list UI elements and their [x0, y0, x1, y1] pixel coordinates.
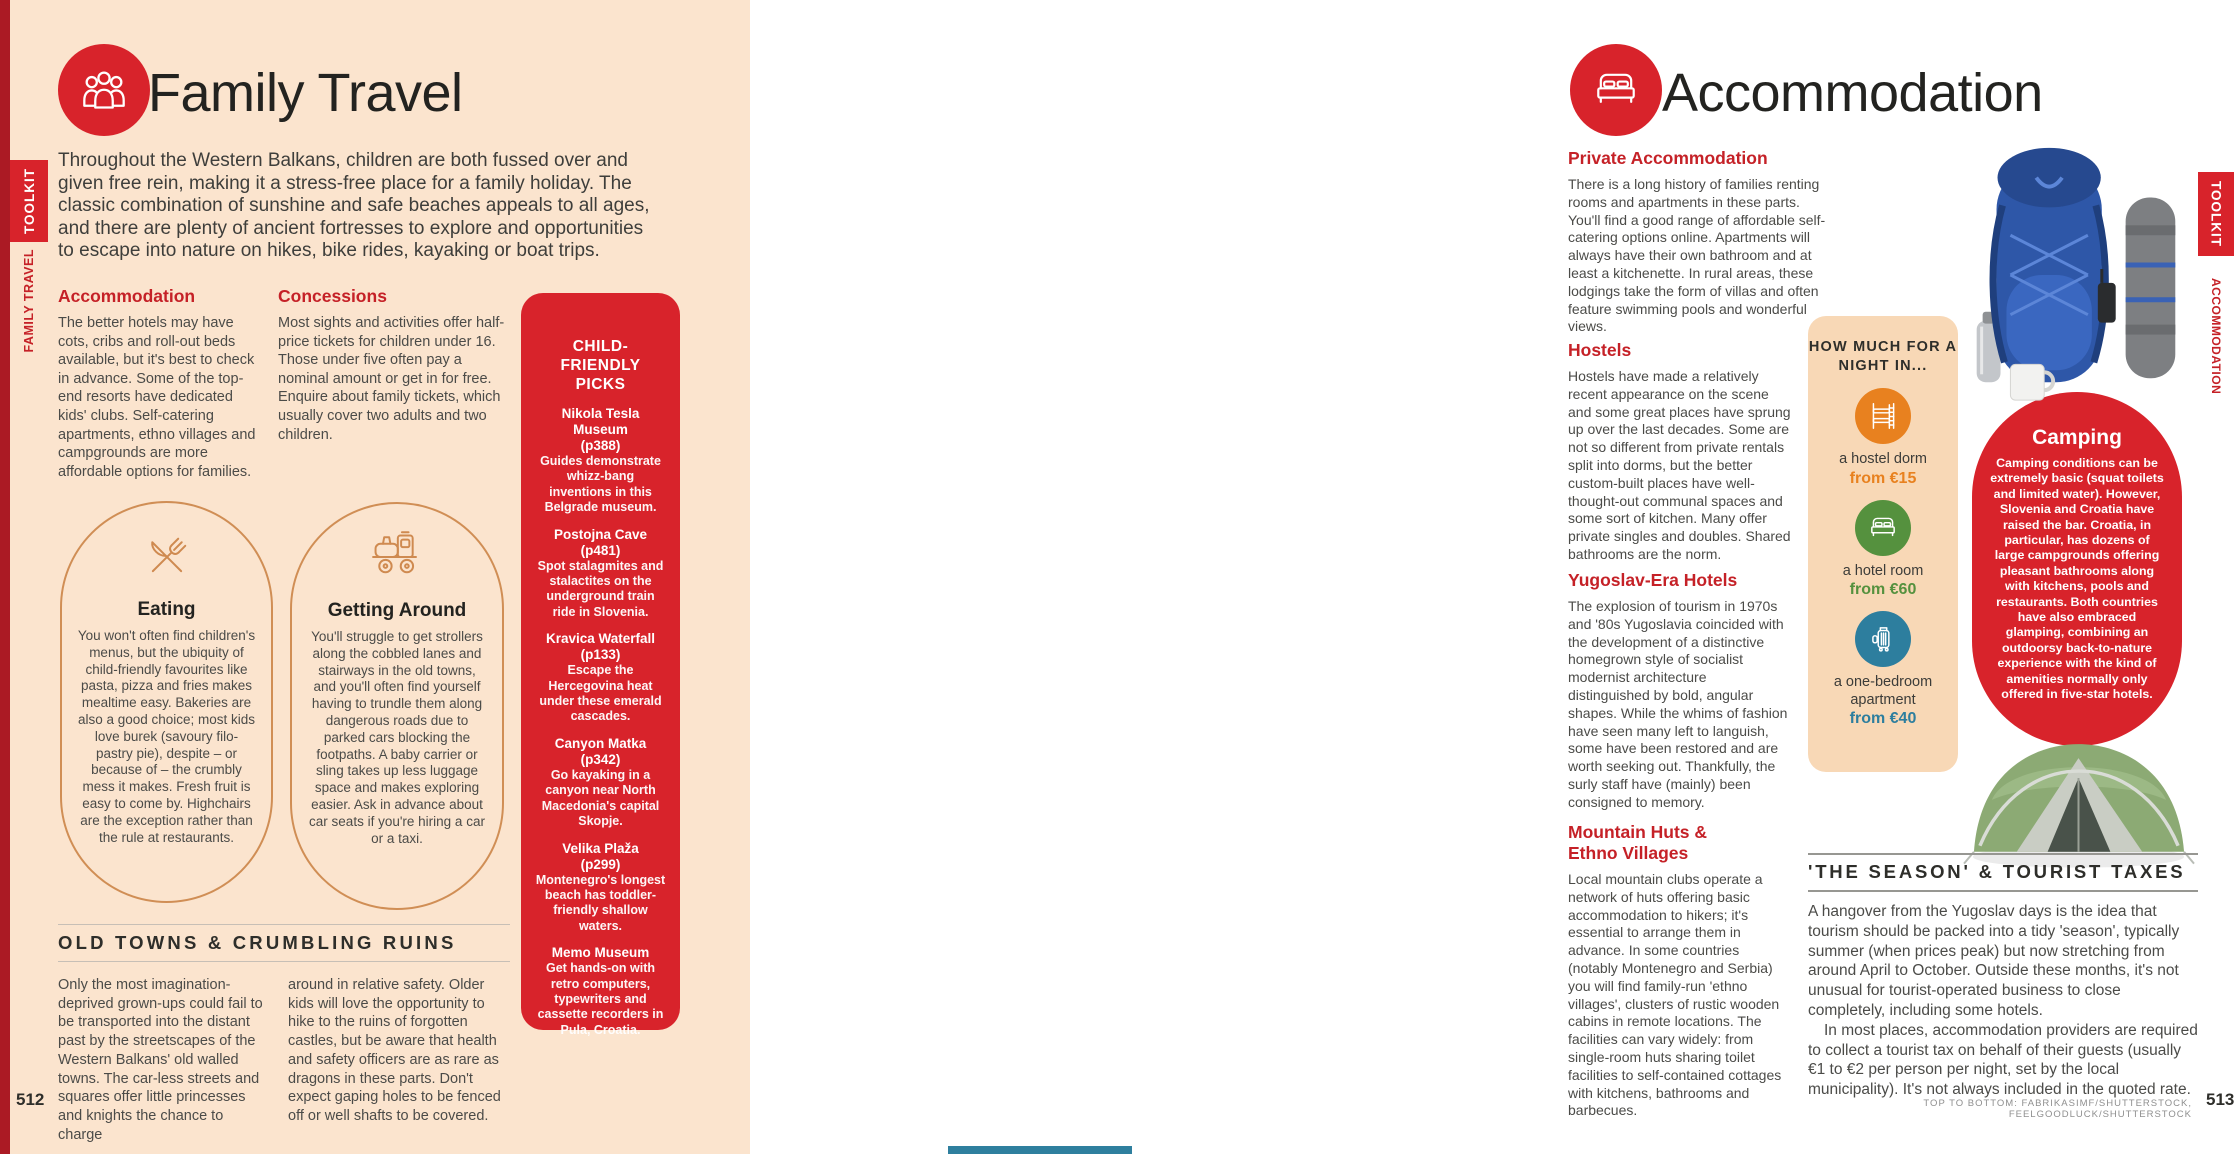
pick-item: [534, 736, 667, 830]
bottom-edge-strip: [948, 1146, 1132, 1154]
private-accommodation-heading: Private Accommodation: [1568, 148, 1768, 168]
backpack-photo: [1948, 126, 2198, 414]
pick-name: Kravica Waterfall: [545, 631, 656, 647]
price-value: from €40: [1849, 710, 1917, 727]
concessions-heading: Concessions: [278, 286, 387, 306]
price-value: from €60: [1849, 581, 1917, 598]
divider: [58, 924, 510, 925]
page-title-family-travel: Family Travel: [148, 63, 463, 123]
pick-page-ref: (p133): [580, 647, 621, 663]
mountain-huts-section: [1568, 822, 1792, 1120]
concessions-column: [278, 286, 512, 444]
price-label: a hostel dorm: [1839, 451, 1927, 467]
toolkit-tab-left-label: TOOLKIT: [21, 168, 37, 234]
page-family-travel: [0, 0, 750, 1154]
pick-page-ref: (p481): [580, 542, 621, 558]
fork-knife-icon: [62, 527, 271, 587]
toy-train-icon: [292, 528, 502, 588]
pick-item: [534, 406, 667, 516]
pick-item: [534, 631, 667, 725]
picks-title: CHILD-FRIENDLY PICKS: [560, 338, 641, 393]
private-accommodation-section: [1568, 148, 1836, 336]
spine-strip: [0, 0, 10, 1154]
camping-body: Camping conditions can be extremely basic (squat toilets and limited water). However, Slovenia and Croatia have raised the bar. Croatia, in particular, has dozens of large campgrounds offering pleasant bathrooms along with kitchens, pools and restaurants. Both countries have also embraced glamping, combining an outdoorsy back-to-nature experience with the kind of amenities normally only offered in five-star hotels.: [1990, 456, 2164, 702]
season-paragraph-2: In most places, accommodation providers are required to collect a tourist tax on behalf of their guests (usually €1 to €2 per person per night, set by the local municipality). It's not always included in the quoted rate.: [1808, 1021, 2198, 1099]
old-towns-col2: around in relative safety. Older kids will love the opportunity to hike to the ruins of forgotten castles, but be aware that health and safety officers are as rare as dragons in these parts. Don't expect gaping holes to be fenced off or well shafts to be covered.: [288, 977, 501, 1124]
season-paragraph-1: A hangover from the Yugoslav days is the idea that tourism should be packed into a tidy 'season', typically summer (when prices peak) but now stretching from around April to October. Outside these months, it's not unusual for tourist-operated business to close completely, including some hotels.: [1808, 903, 2180, 1019]
getting-around-body: You'll struggle to get strollers along the cobbled lanes and stairways in the old towns, and you'll often find yourself having to trundle them along dangerous roads due to parked cars blocking the footpaths. A baby carrier or sling takes up less luggage space and makes exploring easier. Ask in advance about car seats if you're hiring a car or a taxi.: [309, 629, 485, 846]
eating-body: You won't often find children's menus, but the ubiquity of child-friendly favourites like pasta, pizza and fries makes mealtime easy. Bakeries are also a good choice; most kids love burek (savoury filo-pastry pie), despite – or because of – the crumbly mess it makes. Fresh fruit is easy to come by. Highchairs are the exception rather than the rule at restaurants.: [77, 628, 256, 845]
pick-desc: Guides demonstrate whizz-bang inventions in this Belgrade museum.: [540, 454, 661, 515]
tent-photo: [1962, 694, 2196, 876]
page-title-accommodation: Accommodation: [1662, 63, 2043, 123]
chapter-tab-family-travel: [10, 246, 48, 356]
pick-desc: Montenegro's longest beach has toddler-friendly shallow waters.: [535, 872, 666, 933]
eating-capsule: [60, 501, 273, 903]
family-icon: [76, 62, 132, 118]
pick-name: Nikola Tesla Museum: [561, 406, 640, 437]
hostels-body: Hostels have made a relatively recent appearance on the scene and some great places have sprung up over the last decades. Some are not so different from private rentals split into dorms, but the better custom-built places have well-thought-out communal spaces and some sort of kitchen. Many offer private singles and doubles. Shared bathrooms are the norm.: [1568, 368, 1791, 562]
pick-name: Velika Plaža: [562, 840, 639, 856]
family-travel-intro: Throughout the Western Balkans, children are both fussed over and given free rein, making it a stress-free place for a family holiday. The classic combination of sunshine and safe beaches appeals to all ages, and there are plenty of ancient fortresses to explore and opportunities to escape into nature on hikes, bike rides, kayaking or boat trips.: [58, 150, 650, 261]
pick-item: [534, 841, 667, 935]
hostels-section: [1568, 340, 1792, 564]
double-bed-icon: [1855, 500, 1911, 556]
page-accommodation: [750, 0, 2234, 1154]
private-accommodation-body: There is a long history of families renting rooms and apartments in these parts. You'll find a good range of affordable self-catering options online. Apartments will always have their own bathroom and at least a kitchenette. In rural areas, these lodgings take the form of villas and often feature swimming pools and wonderful views.: [1568, 176, 1826, 335]
accommodation-heading: Accommodation: [58, 286, 196, 306]
page-number-left: 512: [16, 1090, 45, 1109]
season-body: [1808, 902, 2200, 1100]
divider: [1808, 890, 2198, 892]
eating-heading: Eating: [137, 599, 196, 620]
price-box-title: HOW MUCH FOR A NIGHT IN...: [1808, 339, 1958, 374]
price-label: a one-bedroom apartment: [1833, 674, 1933, 708]
price-per-night-box: [1808, 316, 1958, 772]
getting-around-capsule: [290, 502, 504, 910]
pick-page-ref: (p342): [580, 751, 621, 767]
mountain-huts-body: Local mountain clubs operate a network of huts offering basic accommodation to hikers; it's essential to arrange them in advance. In some countries (notably Montenegro and Serbia) you will find family-run 'ethno villages', clusters of rustic wooden cabins in remote locations. The facilities can vary widely: from single-room huts sharing toilet facilities to self-contained cottages with kitchens, bathrooms and barbecues.: [1568, 871, 1782, 1119]
toolkit-tab-left: [10, 160, 48, 242]
pick-name: Memo Museum: [551, 945, 650, 961]
pick-desc: Go kayaking in a canyon near North Macedonia's capital Skopje.: [541, 767, 660, 829]
chapter-tab-family-travel-label: FAMILY TRAVEL: [22, 249, 36, 353]
toolkit-tab-right: [2198, 172, 2234, 256]
chapter-tab-accommodation-label: ACCOMMODATION: [2209, 277, 2223, 395]
child-friendly-picks-panel: [521, 293, 680, 1037]
price-value: from €15: [1849, 469, 1917, 487]
old-towns-title: OLD TOWNS & CRUMBLING RUINS: [58, 932, 457, 953]
pick-item: [534, 527, 667, 621]
toolkit-tab-right-label: TOOLKIT: [2208, 181, 2224, 247]
page-number-right: 513: [2206, 1090, 2234, 1109]
hostels-heading: Hostels: [1568, 340, 1632, 360]
accommodation-body: The better hotels may have cots, cribs and roll-out beds available, but it's best to check in advance. Some of the top-end resorts have dedicated kids' clubs. Self-catering apartments, ethno villages and campgrounds are more affordable options for families.: [58, 315, 256, 480]
price-item-hostel-dorm: [1808, 388, 1958, 488]
price-item-apartment: [1808, 611, 1958, 728]
yugoslav-era-hotels-section: [1568, 570, 1792, 812]
pick-desc: Escape the Hercegovina heat under these emerald cascades.: [539, 663, 662, 724]
pick-name: Postojna Cave: [553, 526, 648, 542]
chapter-tab-accommodation: [2198, 260, 2234, 412]
yugoslav-era-hotels-body: The explosion of tourism in 1970s and '80s Yugoslavia coincided with the development of a distinctive homegrown style of socialist modernist architecture distinguished by bold, angular shapes. While the whims of fashion have seen many left to languish, some have been restored and are worth seeking out. Thankfully, the surly staff have (mainly) been consigned to memory.: [1568, 598, 1788, 810]
price-label: a hotel room: [1842, 562, 1924, 579]
mountain-huts-heading: Mountain Huts & Ethno Villages: [1568, 822, 1708, 863]
getting-around-heading: Getting Around: [327, 600, 467, 621]
divider: [58, 961, 510, 962]
camping-title: Camping: [2032, 426, 2122, 449]
accommodation-column: [58, 286, 262, 481]
yugoslav-era-hotels-heading: Yugoslav-Era Hotels: [1568, 570, 1738, 590]
camping-callout: [1972, 392, 2182, 746]
suitcase-icon: [1855, 611, 1911, 667]
pick-desc: Get hands-on with retro computers, typewriters and cassette recorders in Pula, Croatia.: [537, 961, 664, 1037]
pick-page-ref: (p299): [580, 856, 621, 872]
accommodation-badge: [1570, 44, 1662, 136]
pick-desc: Spot stalagmites and stalactites on the underground train ride in Slovenia.: [537, 558, 664, 619]
pick-item: [534, 945, 667, 1038]
season-title: 'THE SEASON' & TOURIST TAXES: [1808, 861, 2186, 882]
divider: [1808, 853, 2198, 855]
pick-page-ref: (p388): [580, 438, 621, 453]
photo-credit: TOP TO BOTTOM: FABRIKASIMF/SHUTTERSTOCK, FEELGOODLUCK/SHUTTERSTOCK: [1923, 1098, 2192, 1120]
concessions-body: Most sights and activities offer half-price tickets for children under 16. Those under five often pay a nominal amount or get in for free. Enquire about family tickets, which usually cover two adults and two children.: [278, 315, 505, 443]
old-towns-col1: Only the most imagination-deprived grown-ups could fail to be transported into the distant past by the streetscapes of the Western Balkans' old walled towns. The car-less streets and squares offer little princesses and knights the chance to charge: [58, 977, 263, 1143]
pick-name: Canyon Matka: [554, 735, 647, 751]
price-item-hotel-room: [1808, 500, 1958, 600]
bunk-bed-icon: [1855, 388, 1911, 444]
family-travel-badge: [58, 44, 150, 136]
bed-icon: [1589, 63, 1643, 117]
